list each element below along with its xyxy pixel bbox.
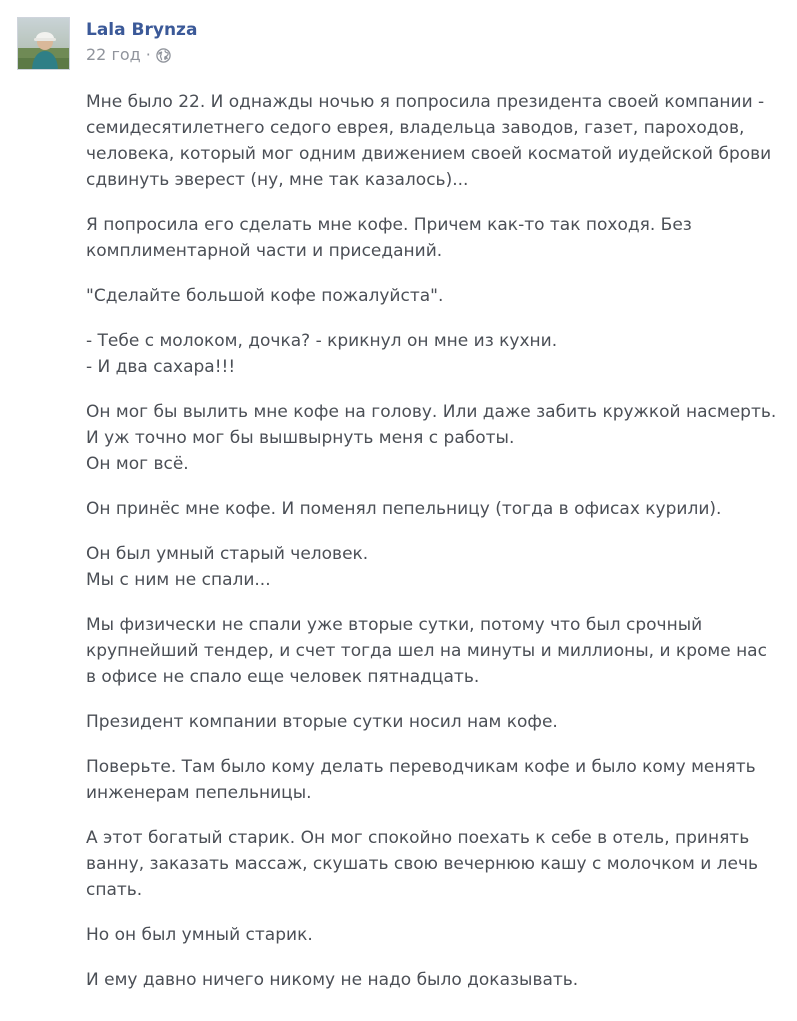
author-name[interactable]: Lala Brynza bbox=[86, 20, 198, 40]
post-paragraph: Президент компании вторые сутки носил нам кофе. bbox=[86, 712, 558, 732]
post-paragraph: Он был умный старый человек. Мы с ним не спали... bbox=[86, 544, 369, 590]
post-paragraph: И ему давно ничего никому не надо было доказывать. bbox=[86, 970, 579, 990]
post-paragraph: Мы физически не спали уже вторые сутки, потому что был срочный крупнейший тендер, и счет тогда шел на минуты и миллионы, и кроме нас в офисе не спало еще человек пятнадцать. bbox=[86, 615, 767, 687]
post-paragraph: Я попросила его сделать мне кофе. Причем как-то так походя. Без комплиментарной части и приседаний. bbox=[86, 215, 692, 261]
post-paragraph: Он принёс мне кофе. И поменял пепельницу (тогда в офисах курили). bbox=[86, 499, 722, 519]
post-text bbox=[86, 89, 781, 1012]
post-meta bbox=[86, 45, 171, 64]
avatar-photo bbox=[18, 18, 70, 70]
post-paragraph: - Тебе с молоком, дочка? - крикнул он мне из кухни. - И два сахара!!! bbox=[86, 331, 558, 377]
avatar[interactable] bbox=[17, 17, 70, 70]
globe-icon[interactable] bbox=[156, 48, 171, 63]
post-paragraph: Поверьте. Там было кому делать переводчикам кофе и было кому менять инженерам пепельницы. bbox=[86, 757, 756, 803]
timestamp[interactable]: 22 год bbox=[86, 45, 141, 64]
post-paragraph: "Сделайте большой кофе пожалуйста". bbox=[86, 286, 444, 306]
post-paragraph: Мне было 22. И однажды ночью я попросила президента своей компании - семидесятилетнего седого еврея, владельца заводов, газет, пароходов, человека, который мог одним движением своей косматой иудейской брови сдвинуть эверест (ну, мне так казалось)... bbox=[86, 92, 772, 190]
meta-separator: · bbox=[145, 45, 151, 64]
post-paragraph: Но он был умный старик. bbox=[86, 925, 313, 945]
post-paragraph: Он мог бы вылить мне кофе на голову. Или даже забить кружкой насмерть. И уж точно мог бы вышвырнуть меня с работы. Он мог всё. bbox=[86, 402, 777, 474]
post-paragraph: А этот богатый старик. Он мог спокойно поехать к себе в отель, принять ванну, заказать массаж, скушать свою вечернюю кашу с молочком и лечь спать. bbox=[86, 828, 759, 900]
